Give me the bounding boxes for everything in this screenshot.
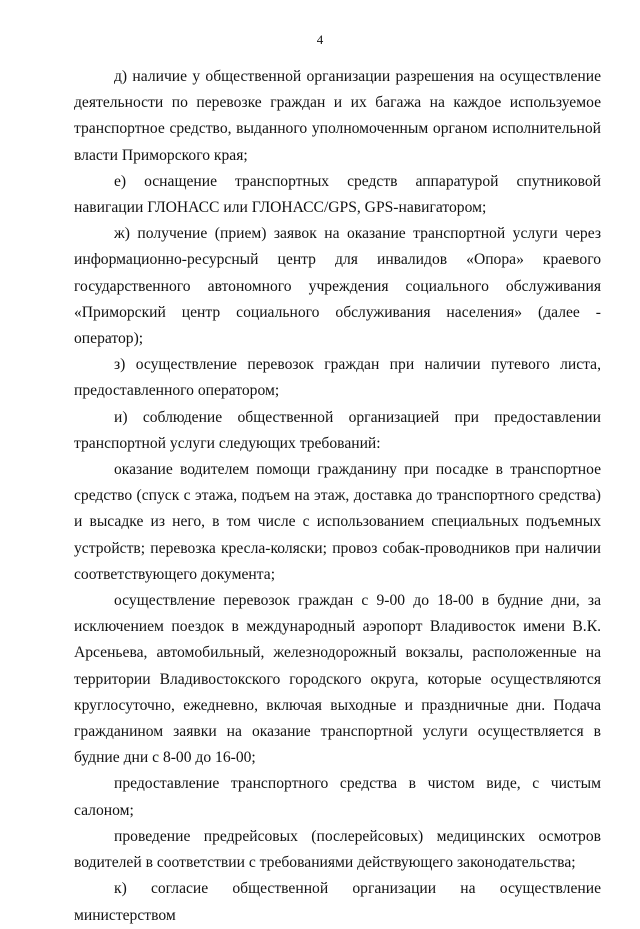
paragraph-zh: ж) получение (прием) заявок на оказание транспортной услуги через информационно-ресурсный центр для инвалидов «Опора» краевого государственного автономного учреждения социального обслуживания «Приморский центр социального обслуживания населения» (далее - оператор); — [74, 225, 601, 348]
paragraph-e: е) оснащение транспортных средств аппаратурой спутниковой навигации ГЛОНАСС или ГЛОНАСС/GPS, GPS-навигатором; — [74, 172, 601, 217]
document-body — [74, 64, 601, 929]
paragraph-medical-checks: проведение предрейсовых (послерейсовых) медицинских осмотров водителей в соответствии с требованиями действующего законодательства; — [74, 827, 601, 872]
page-number: 4 — [316, 32, 324, 47]
paragraph-i: и) соблюдение общественной организацией при предоставлении транспортной услуги следующих требований: — [74, 408, 601, 452]
paragraph-z: з) осуществление перевозок граждан при наличии путевого листа, предоставленного оператором; — [74, 356, 601, 400]
paragraph-k: к) согласие общественной организации на осуществление министерством — [74, 880, 601, 924]
paragraph-d: д) наличие у общественной организации разрешения на осуществление деятельности по перевозке граждан и их багажа на каждое используемое транспортное средство, выданного уполномоченным органом исполнительной власти Приморского края; — [74, 68, 601, 164]
paragraph-operating-hours: осуществление перевозок граждан с 9-00 до 18-00 в будние дни, за исключением поездок в международный аэропорт Владивосток имени В.К. Арсеньева, автомобильный, железнодорожный вокзалы, расположенные на территории Владивостокского городского округа, которые осуществляются круглосуточно, ежедневно, включая выходные и праздничные дни. Подача гражданином заявки на оказание транспортной услуги осуществляется в будние дни с 8-00 до 16-00; — [74, 592, 601, 767]
paragraph-driver-assistance: оказание водителем помощи гражданину при посадке в транспортное средство (спуск с этажа, подъем на этаж, доставка до транспортного средства) и высадке из него, в том числе с использованием специальных подъемных устройств; перевозка кресла-коляски; провоз собак-проводников при наличии соответствующего документа; — [74, 461, 601, 583]
paragraph-clean-vehicle: предоставление транспортного средства в чистом виде, с чистым салоном; — [74, 775, 601, 819]
